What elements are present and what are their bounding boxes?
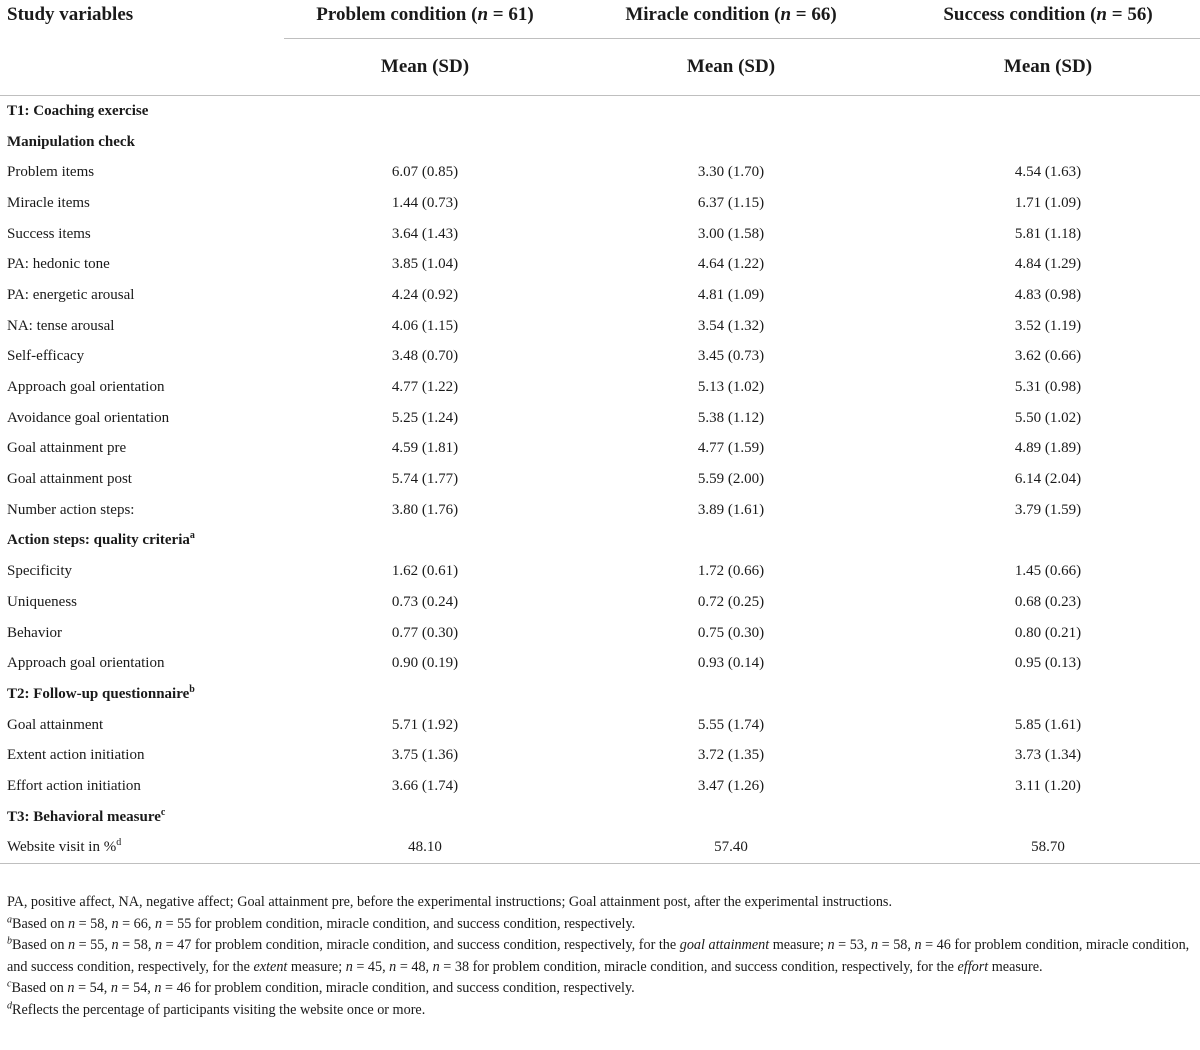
value-cell-success: 3.62 (0.66) <box>1014 348 1082 365</box>
table-row <box>0 740 1200 771</box>
table-row <box>0 648 1200 679</box>
note-abbreviations: PA, positive affect, NA, negative affect; Goal attainment pre, before the experimental instructions; Goal attainment post, after the experimental instructions. <box>7 894 892 910</box>
value-cell-miracle: 3.54 (1.32) <box>697 317 765 334</box>
footnote-marker: b <box>189 683 195 695</box>
header-mean-sd-success: Mean (SD) <box>896 39 1200 96</box>
footnote-c: $^c$Based on n = 54, n = 54, n = 46 for problem condition, miracle condition, and success condition, respectively. <box>7 978 635 996</box>
footnote-mark: c <box>7 978 12 990</box>
value-cell-problem: 1.62 (0.61) <box>391 563 459 580</box>
footnote-marker: c <box>160 806 166 818</box>
section-label: T1: Coaching exercise <box>7 102 149 119</box>
variable-label: Miracle items <box>7 194 90 211</box>
table-row <box>0 464 1200 495</box>
value-cell-miracle: 0.72 (0.25) <box>697 593 765 610</box>
value-cell-success: 0.68 (0.23) <box>1014 593 1082 610</box>
value-cell-miracle: 0.75 (0.30) <box>697 624 765 641</box>
value-cell-problem <box>284 96 566 127</box>
value-cell-problem: 4.59 (1.81) <box>391 440 459 457</box>
value-cell-problem: 3.85 (1.04) <box>391 256 459 273</box>
value-cell-success: 4.83 (0.98) <box>1014 286 1082 303</box>
value-cell-miracle: 4.81 (1.09) <box>697 286 765 303</box>
value-cell-miracle <box>566 679 896 710</box>
table-row <box>0 219 1200 250</box>
footnote-marker: d <box>116 837 122 849</box>
value-cell-success: 3.11 (1.20) <box>1015 777 1081 794</box>
value-cell-problem: 4.24 (0.92) <box>391 286 459 303</box>
value-cell-miracle: 57.40 <box>566 833 896 864</box>
section-row <box>0 802 1200 833</box>
value-cell-problem: 5.71 (1.92) <box>391 716 459 733</box>
value-cell-problem <box>284 679 566 710</box>
table-header <box>0 0 1200 96</box>
section-row <box>0 679 1200 710</box>
table-row <box>0 587 1200 618</box>
value-cell-problem <box>284 802 566 833</box>
value-cell-miracle <box>566 526 896 557</box>
table-row <box>0 249 1200 280</box>
variable-label: Approach goal orientation <box>7 655 165 672</box>
section-label: T2: Follow-up questionnaire$^b$ <box>7 683 195 702</box>
value-cell-miracle: 4.77 (1.59) <box>697 440 765 457</box>
value-cell-problem: 3.64 (1.43) <box>391 225 459 242</box>
value-cell-miracle: 6.37 (1.15) <box>697 194 765 211</box>
table-row <box>0 188 1200 219</box>
value-cell-problem: 6.07 (0.85) <box>391 164 459 181</box>
section-row <box>0 127 1200 158</box>
value-cell-success: 0.80 (0.21) <box>1014 624 1082 641</box>
value-cell-miracle: 3.00 (1.58) <box>697 225 765 242</box>
value-cell-problem: 4.77 (1.22) <box>391 379 459 396</box>
table-row <box>0 618 1200 649</box>
value-cell-problem: 1.44 (0.73) <box>391 194 459 211</box>
variable-label: Avoidance goal orientation <box>7 409 170 426</box>
value-cell-success: 0.95 (0.13) <box>1014 655 1082 672</box>
variable-label: Success items <box>7 225 91 242</box>
variable-label: NA: tense arousal <box>7 317 115 334</box>
value-cell-miracle: 5.13 (1.02) <box>697 379 765 396</box>
value-cell-miracle: 3.45 (0.73) <box>697 348 765 365</box>
value-cell-success: 4.84 (1.29) <box>1014 256 1082 273</box>
header-row-stats <box>0 39 1200 96</box>
table-notes <box>7 892 1195 1021</box>
variable-label: Website visit in %$^d$ <box>0 833 284 864</box>
value-cell-problem: 5.25 (1.24) <box>391 409 459 426</box>
value-cell-miracle: 3.72 (1.35) <box>697 747 765 764</box>
value-cell-problem: 3.48 (0.70) <box>391 348 459 365</box>
value-cell-problem <box>284 526 566 557</box>
variable-label: Behavior <box>7 624 62 641</box>
value-cell-problem: 3.66 (1.74) <box>391 777 459 794</box>
section-row <box>0 96 1200 127</box>
section-label: Manipulation check <box>7 133 135 150</box>
value-cell-miracle: 5.59 (2.00) <box>697 471 765 488</box>
header-row-groups <box>0 0 1200 39</box>
value-cell-problem: 0.77 (0.30) <box>391 624 459 641</box>
value-cell-success <box>896 679 1200 710</box>
table-body <box>0 96 1200 864</box>
value-cell-miracle <box>566 127 896 158</box>
value-cell-problem: 4.06 (1.15) <box>391 317 459 334</box>
header-empty-cell <box>0 39 284 96</box>
variable-label: Uniqueness <box>7 593 77 610</box>
value-cell-success <box>896 127 1200 158</box>
value-cell-success: 5.31 (0.98) <box>1014 379 1082 396</box>
header-group-problem: Problem condition (n = 61) <box>284 0 566 39</box>
value-cell-success: 4.54 (1.63) <box>1014 164 1082 181</box>
variable-label: PA: energetic arousal <box>7 286 135 303</box>
variable-label: Goal attainment post <box>7 471 132 488</box>
value-cell-miracle <box>566 96 896 127</box>
value-cell-miracle: 3.30 (1.70) <box>697 164 765 181</box>
table-row <box>0 403 1200 434</box>
footnote-marker: a <box>189 530 195 542</box>
variable-label: Extent action initiation <box>7 747 145 764</box>
value-cell-miracle <box>566 802 896 833</box>
header-study-variables: Study variables <box>7 4 134 25</box>
variable-label: Number action steps: <box>7 501 135 518</box>
value-cell-miracle: 5.38 (1.12) <box>697 409 765 426</box>
value-cell-problem: 48.10 <box>284 833 566 864</box>
value-cell-miracle: 4.64 (1.22) <box>697 256 765 273</box>
footnote-a: $^a$Based on n = 58, n = 66, n = 55 for problem condition, miracle condition, and success condition, respectively. <box>7 913 636 932</box>
value-cell-success: 5.50 (1.02) <box>1014 409 1082 426</box>
value-cell-success <box>896 802 1200 833</box>
section-label: T3: Behavioral measure$^c$ <box>7 806 166 825</box>
variable-label: Effort action initiation <box>7 777 141 794</box>
variable-label: Self-efficacy <box>7 348 85 365</box>
table-row <box>0 771 1200 802</box>
variable-label: Specificity <box>7 563 72 580</box>
value-cell-success <box>896 526 1200 557</box>
variable-label: Approach goal orientation <box>7 379 165 396</box>
table-row <box>0 311 1200 342</box>
table-row <box>0 434 1200 465</box>
table-row <box>0 157 1200 188</box>
value-cell-miracle: 0.93 (0.14) <box>697 655 765 672</box>
footnote-d: $^d$Reflects the percentage of participants visiting the website once or more. <box>7 999 426 1018</box>
variable-label: Problem items <box>7 164 95 181</box>
section-label: Action steps: quality criteria$^a$ <box>7 530 195 549</box>
value-cell-success: 1.71 (1.09) <box>1014 194 1082 211</box>
value-cell-success: 1.45 (0.66) <box>1014 563 1082 580</box>
header-group-miracle: Miracle condition (n = 66) <box>566 0 896 39</box>
footnote-mark: d <box>7 999 12 1011</box>
variable-label: Goal attainment pre <box>7 440 127 457</box>
value-cell-miracle: 3.47 (1.26) <box>697 777 765 794</box>
variable-label: Goal attainment <box>7 716 104 733</box>
value-cell-success: 3.52 (1.19) <box>1014 317 1082 334</box>
value-cell-miracle: 1.72 (0.66) <box>697 563 765 580</box>
table-row <box>0 280 1200 311</box>
footnote-mark: b <box>7 935 12 947</box>
value-cell-miracle: 5.55 (1.74) <box>697 716 765 733</box>
value-cell-problem: 0.73 (0.24) <box>391 593 459 610</box>
value-cell-success: 3.73 (1.34) <box>1014 747 1082 764</box>
footnote-b: $^b$Based on n = 55, n = 58, n = 47 for problem condition, miracle condition, and success condition, respectively, for the goal attainment measure; n = 53, n = 58, n = 46 for problem condition, miracle condition, and success condition, respectively, for the extent measure; n = 45, n = 48, n = 38 for problem condition, miracle condition, and success condition, respectively, for the effort measure. <box>7 935 1190 975</box>
value-cell-success <box>896 96 1200 127</box>
table-row <box>0 372 1200 403</box>
value-cell-problem: 3.75 (1.36) <box>391 747 459 764</box>
header-group-success: Success condition (n = 56) <box>896 0 1200 39</box>
header-mean-sd-problem: Mean (SD) <box>284 39 566 96</box>
table-row <box>0 495 1200 526</box>
table-row <box>0 556 1200 587</box>
table-row <box>0 710 1200 741</box>
value-cell-problem <box>284 127 566 158</box>
value-cell-success: 3.79 (1.59) <box>1014 501 1082 518</box>
value-cell-problem: 3.80 (1.76) <box>391 501 459 518</box>
value-cell-problem: 5.74 (1.77) <box>391 471 459 488</box>
footnote-mark: a <box>7 913 12 925</box>
value-cell-success: 58.70 <box>896 833 1200 864</box>
table-row <box>0 342 1200 373</box>
value-cell-problem: 0.90 (0.19) <box>391 655 459 672</box>
value-cell-success: 4.89 (1.89) <box>1014 440 1082 457</box>
section-row <box>0 526 1200 557</box>
table-row <box>0 833 1200 864</box>
value-cell-success: 6.14 (2.04) <box>1014 471 1082 488</box>
value-cell-success: 5.85 (1.61) <box>1014 716 1082 733</box>
variable-label: PA: hedonic tone <box>7 256 110 273</box>
value-cell-miracle: 3.89 (1.61) <box>697 501 765 518</box>
header-mean-sd-miracle: Mean (SD) <box>566 39 896 96</box>
value-cell-success: 5.81 (1.18) <box>1014 225 1082 242</box>
